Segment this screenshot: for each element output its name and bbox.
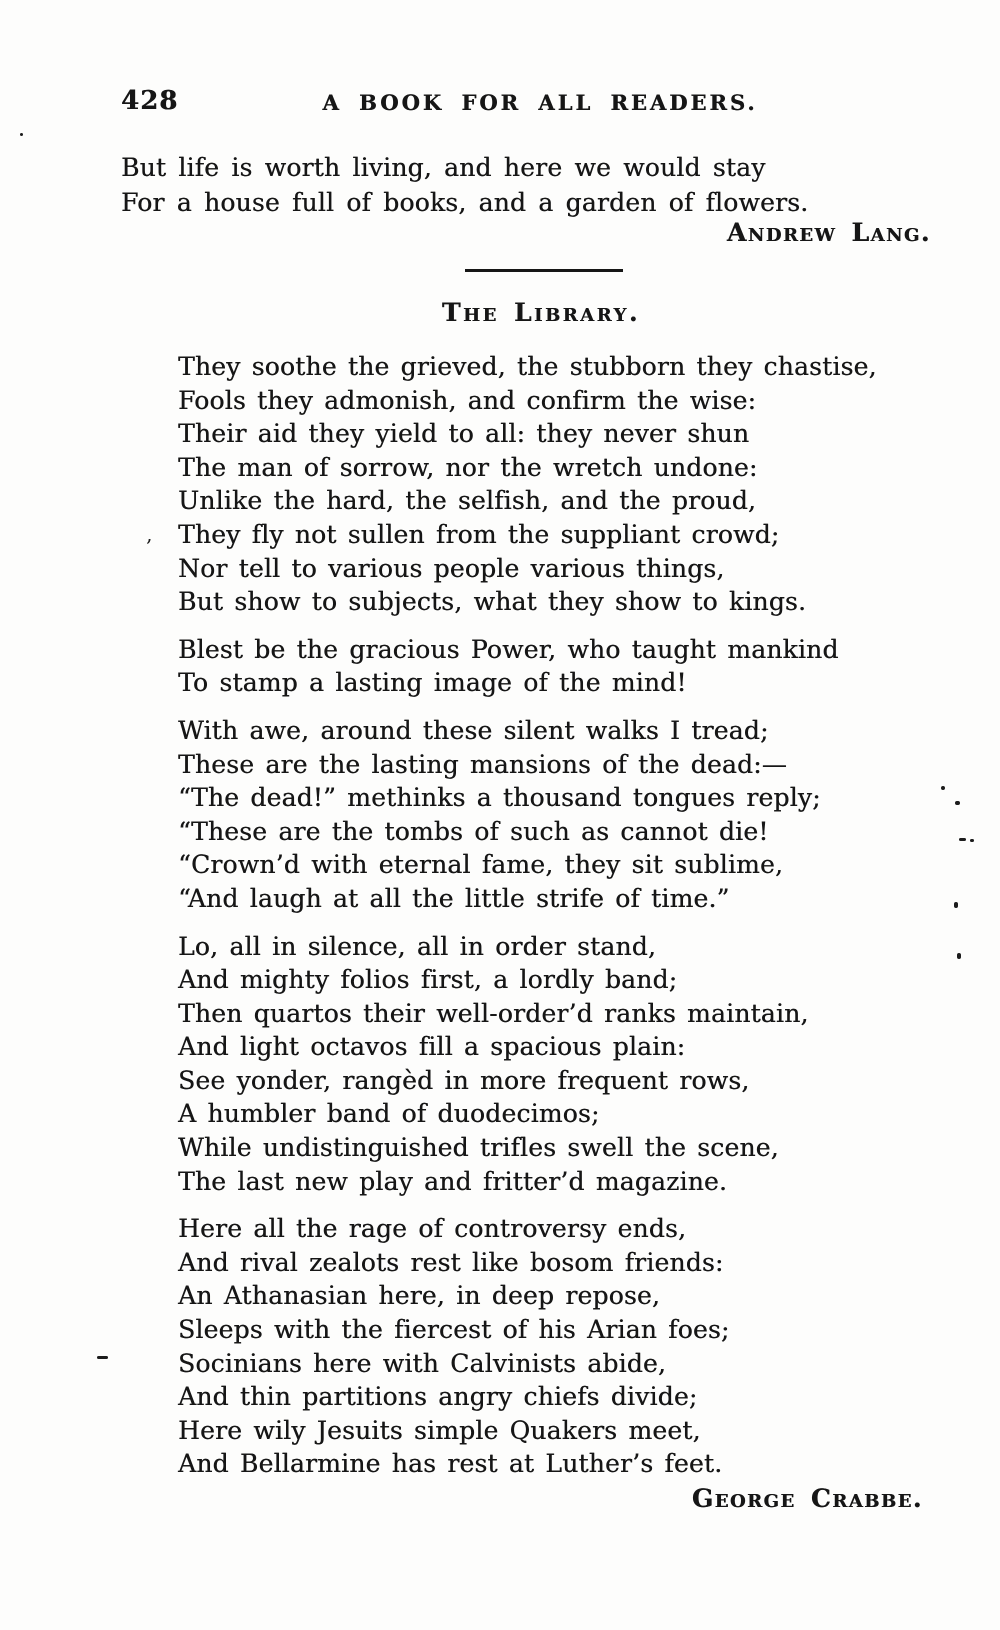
poem-line: For a house full of books, and a garden of flowers. xyxy=(121,188,809,217)
poem-line: Nor tell to various people various things, xyxy=(178,553,725,583)
poem-line: “And laugh at all the little strife of time.” xyxy=(178,883,730,913)
poem-line: Here wily Jesuits simple Quakers meet, xyxy=(178,1415,701,1445)
library-poem-body xyxy=(178,350,877,1495)
poem-line: “These are the tombs of such as cannot die! xyxy=(178,816,769,846)
poem-line: And thin partitions angry chiefs divide; xyxy=(178,1382,698,1412)
poem-line: And rival zealots rest like bosom friends: xyxy=(178,1247,724,1277)
poem-line: An Athanasian here, in deep repose, xyxy=(178,1281,661,1311)
poem-line: Sleeps with the fiercest of his Arian foes; xyxy=(178,1315,730,1345)
poem-line: They soothe the grieved, the stubborn they chastise, xyxy=(178,352,877,381)
scan-speck xyxy=(954,902,958,908)
poem-line: With awe, around these silent walks I tread; xyxy=(178,715,769,745)
scan-speck xyxy=(955,801,960,805)
poem-line: Lo, all in silence, all in order stand, xyxy=(178,931,657,961)
poem-line: But life is worth living, and here we would stay xyxy=(121,153,766,182)
poem-line: A humbler band of duodecimos; xyxy=(178,1099,600,1129)
poem-line: “Crown’d with eternal fame, they sit sublime, xyxy=(178,850,784,880)
running-header: A BOOK FOR ALL READERS. xyxy=(322,90,758,115)
poem-line: The man of sorrow, nor the wretch undone: xyxy=(178,452,758,482)
scan-speck xyxy=(959,838,966,841)
poem-line: And Bellarmine has rest at Luther’s feet. xyxy=(178,1449,723,1479)
poem-stanza xyxy=(178,1212,877,1481)
poem-stanza xyxy=(178,633,877,700)
scan-speck xyxy=(957,953,961,959)
poem-line: Fools they admonish, and confirm the wise: xyxy=(178,385,757,415)
poem-line: And light octavos fill a spacious plain: xyxy=(178,1032,686,1062)
poem-line: And mighty folios first, a lordly band; xyxy=(178,965,678,995)
scan-speck: ‚ xyxy=(146,522,153,546)
poem-line: The last new play and fritter’d magazine. xyxy=(178,1166,728,1196)
poem-line: “The dead!” methinks a thousand tongues reply; xyxy=(178,783,821,813)
poem-stanza xyxy=(178,350,877,619)
attribution-andrew-lang: Andrew Lang. xyxy=(726,218,931,247)
scan-speck xyxy=(97,1356,108,1359)
scan-speck xyxy=(941,786,945,790)
poem-line: Here all the rage of controversy ends, xyxy=(178,1214,687,1244)
poem-line: While undistinguished trifles swell the scene, xyxy=(178,1133,779,1163)
opening-poem-lines xyxy=(121,150,808,220)
poem-line: Then quartos their well-order’d ranks maintain, xyxy=(178,998,809,1028)
poem-line: To stamp a lasting image of the mind! xyxy=(178,668,687,698)
poem-line: But show to subjects, what they show to kings. xyxy=(178,587,807,617)
attribution-george-crabbe: George Crabbe. xyxy=(691,1484,923,1513)
poem-line: They fly not sullen from the suppliant crowd; xyxy=(178,519,780,549)
section-divider-rule xyxy=(465,269,623,272)
poem-line: Unlike the hard, the selfish, and the proud, xyxy=(178,486,757,516)
poem-line: Socinians here with Calvinists abide, xyxy=(178,1348,667,1378)
poem-line: Blest be the gracious Power, who taught mankind xyxy=(178,634,839,664)
poem-stanza xyxy=(178,714,877,916)
scan-speck xyxy=(20,133,23,136)
poem-line: Their aid they yield to all: they never shun xyxy=(178,419,750,449)
scan-speck xyxy=(970,839,974,842)
poem-line: These are the lasting mansions of the dead:— xyxy=(178,749,787,779)
poem-stanza xyxy=(178,930,877,1199)
poem-line: See yonder, rangèd in more frequent rows, xyxy=(178,1065,750,1095)
page-number: 428 xyxy=(121,86,179,116)
poem-section-title: The Library. xyxy=(441,298,641,327)
